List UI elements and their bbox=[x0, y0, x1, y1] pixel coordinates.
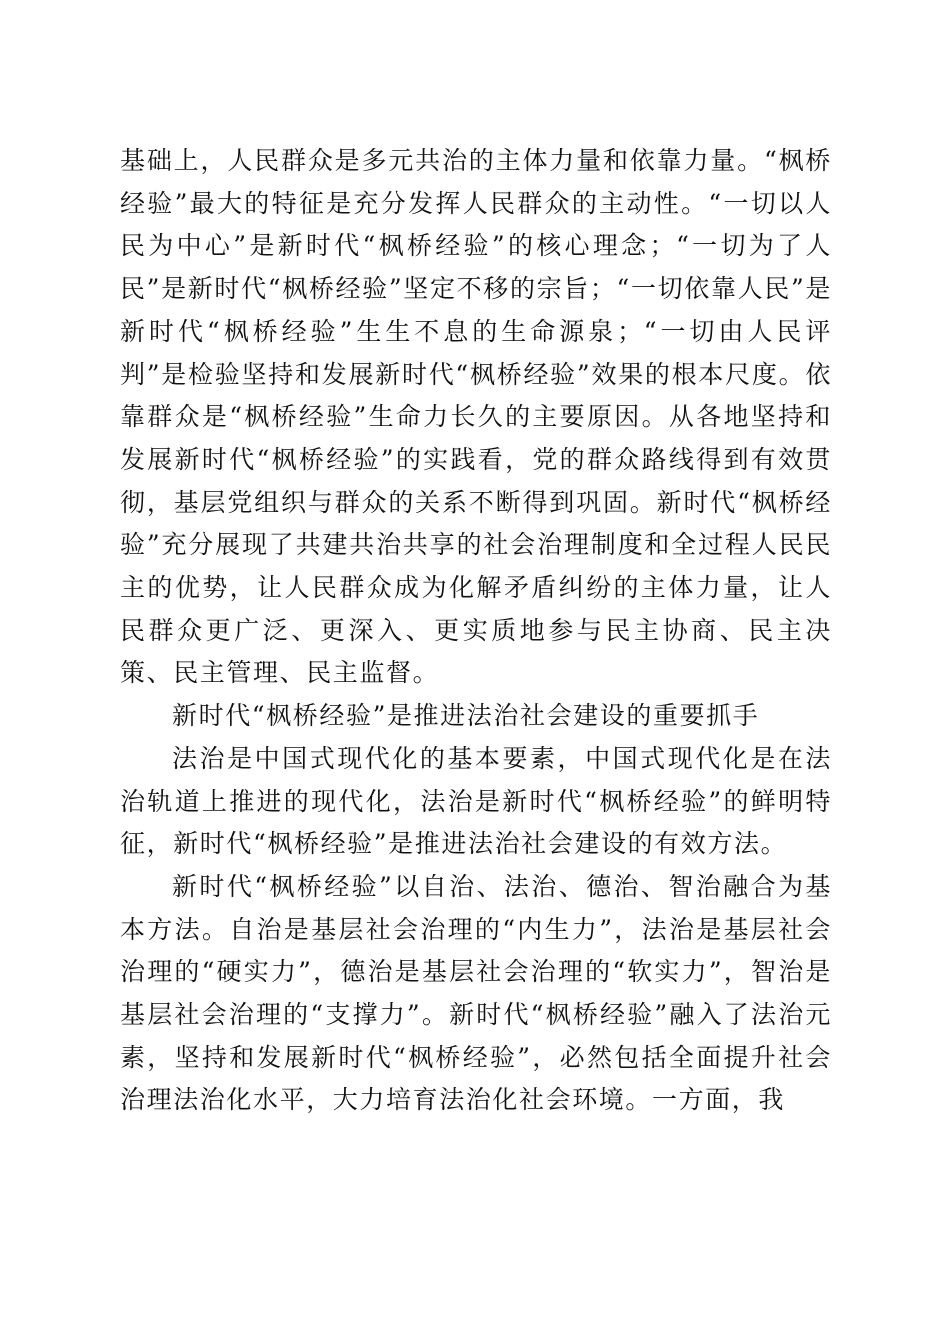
paragraph: 新时代“枫桥经验”以自治、法治、德治、智治融合为基本方法。自治是基层社会治理的“内生力”，法治是基层社会治理的“硬实力”，德治是基层社会治理的“软实力”，智治是基层社会治理的“支撑力”。新时代“枫桥经验”融入了法治元素，坚持和发展新时代“枫桥经验”，必然包括全面提升社会治理法治化水平，大力培育法治化社会环境。一方面，我 bbox=[120, 871, 832, 1115]
paragraph: 法治是中国式现代化的基本要素，中国式现代化是在法治轨道上推进的现代化，法治是新时代“枫桥经验”的鲜明特征，新时代“枫桥经验”是推进法治社会建设的有效方法。 bbox=[120, 743, 832, 859]
document-body bbox=[120, 140, 832, 1122]
paragraph-continuation: 基础上，人民群众是多元共治的主体力量和依靠力量。“枫桥经验”最大的特征是充分发挥人民群众的主动性。“一切以人民为中心”是新时代“枫桥经验”的核心理念；“一切为了人民”是新时代“枫桥经验”坚定不移的宗旨；“一切依靠人民”是新时代“枫桥经验”生生不息的生命源泉；“一切由人民评判”是检验坚持和发展新时代“枫桥经验”效果的根本尺度。依靠群众是“枫桥经验”生命力长久的主要原因。从各地坚持和发展新时代“枫桥经验”的实践看，党的群众路线得到有效贯彻，基层党组织与群众的关系不断得到巩固。新时代“枫桥经验”充分展现了共建共治共享的社会治理制度和全过程人民民主的优势，让人民群众成为化解矛盾纠纷的主体力量，让人民群众更广泛、更深入、更实质地参与民主协商、民主决策、民主管理、民主监督。 bbox=[120, 146, 832, 688]
section-heading: 新时代“枫桥经验”是推进法治社会建设的重要抓手 bbox=[172, 701, 760, 731]
